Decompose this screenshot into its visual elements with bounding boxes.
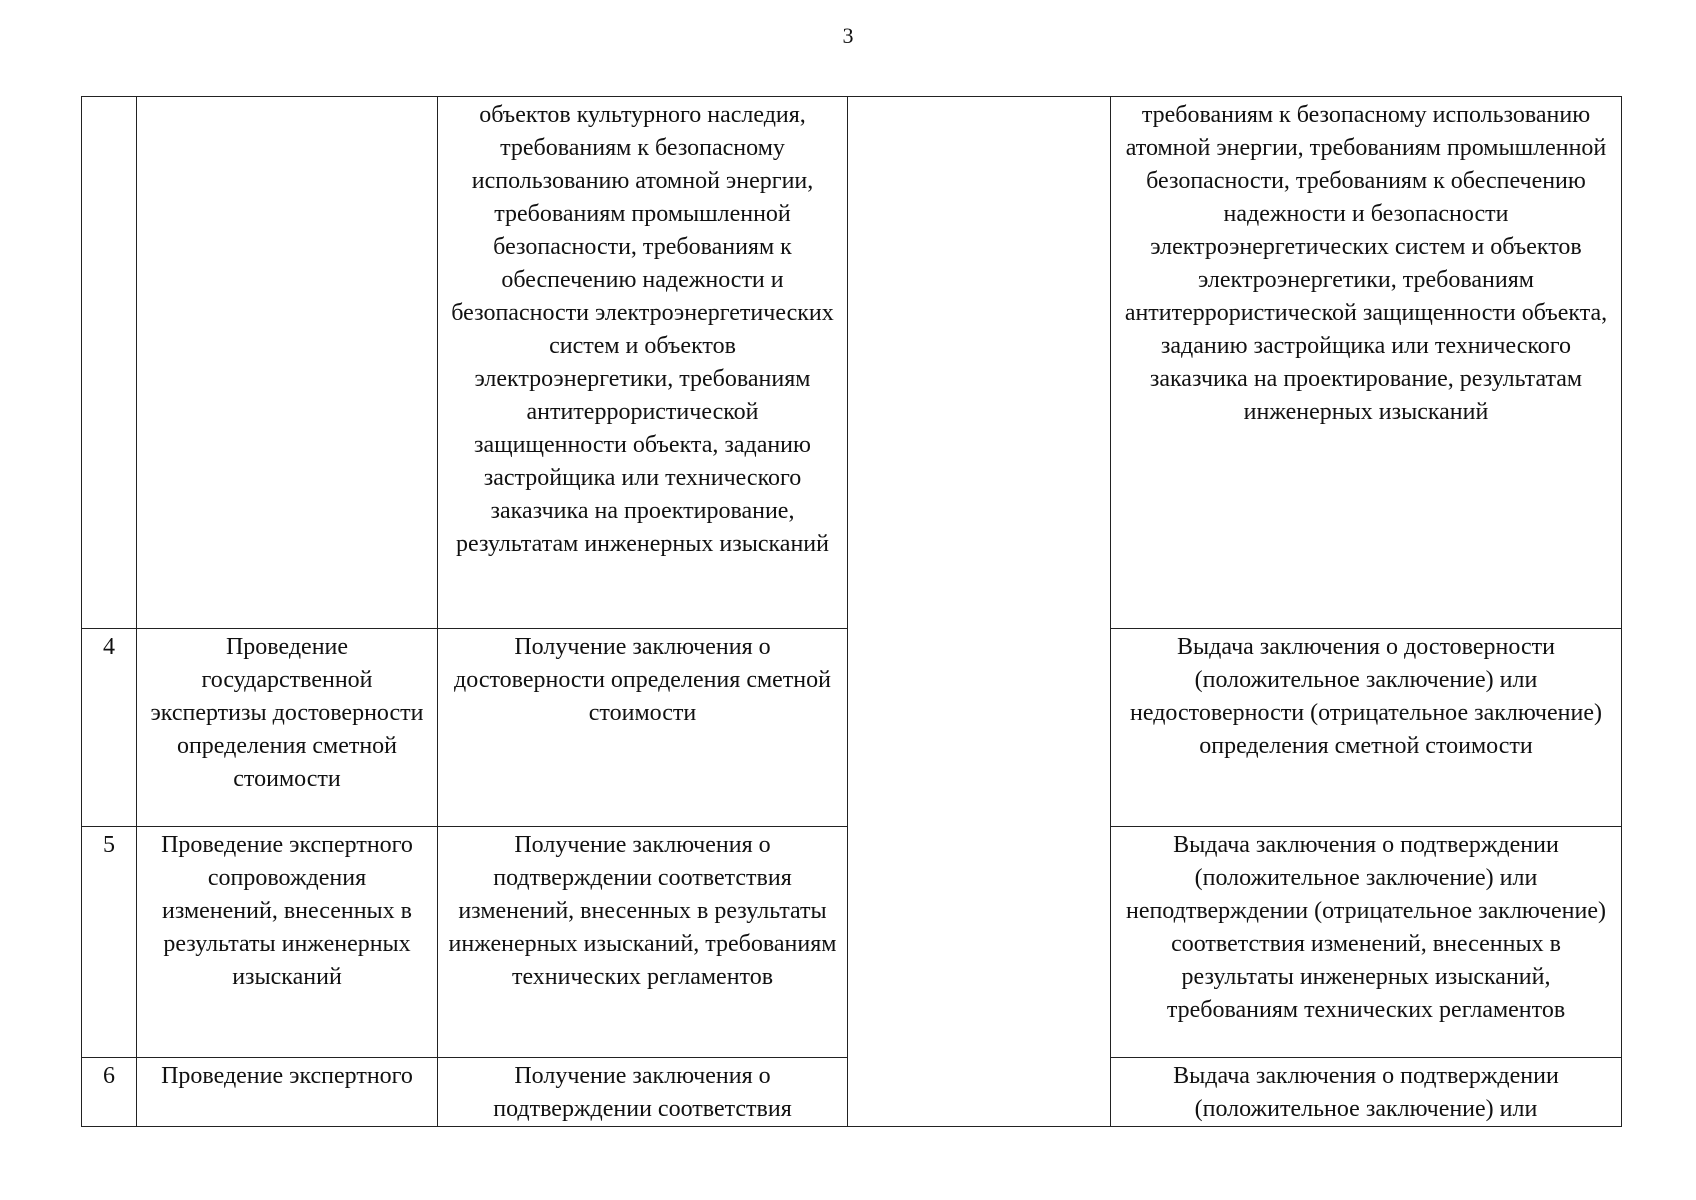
blank-column-cell bbox=[848, 97, 1111, 1127]
stage-cell bbox=[137, 629, 438, 827]
stage-text: Проведение государственной экспертизы достоверности определения сметной стоимости bbox=[150, 634, 424, 792]
outcome-cell bbox=[1111, 1058, 1622, 1127]
outcome-cell bbox=[1111, 97, 1622, 629]
outcome-cell bbox=[1111, 629, 1622, 827]
stage-cell bbox=[137, 97, 438, 629]
result-text: Получение заключения о подтверждении соответствия изменений, внесенных в результаты инженерных изысканий, требованиям технических регламентов bbox=[448, 832, 837, 990]
row-number: 4 bbox=[103, 634, 115, 660]
document-table-wrapper bbox=[81, 96, 1621, 1121]
row-number-cell bbox=[82, 97, 137, 629]
row-number-cell bbox=[82, 827, 137, 1058]
result-cell bbox=[438, 629, 848, 827]
outcome-text: требованиям к безопасному использованию атомной энергии, требованиям промышленной безопасности, требованиям к обеспечению надежности и безопасности электроэнергетических систем и объектов электроэнергетики, требованиям антитеррористической защищенности объекта, заданию застройщика или технического заказчика на проектирование, результатам инженерных изысканий bbox=[1124, 102, 1608, 425]
result-cell bbox=[438, 97, 848, 629]
result-cell bbox=[438, 827, 848, 1058]
page-number: 3 bbox=[842, 23, 854, 48]
stage-cell bbox=[137, 827, 438, 1058]
row-number: 6 bbox=[103, 1063, 115, 1089]
outcome-text: Выдача заключения о подтверждении (положительное заключение) или неподтверждении (отрицательное заключение) соответствия изменений, внесенных в результаты инженерных изысканий, требованиям технических регламентов bbox=[1125, 832, 1607, 1023]
result-text: объектов культурного наследия, требованиям к безопасному использованию атомной энергии, требованиям промышленной безопасности, требованиям к обеспечению надежности и безопасности электроэнергетических систем и объектов электроэнергетики, требованиям антитеррористической защищенности объекта, заданию застройщика или технического заказчика на проектирование, результатам инженерных изысканий bbox=[451, 102, 834, 557]
row-number: 5 bbox=[103, 832, 115, 858]
outcome-cell bbox=[1111, 827, 1622, 1058]
outcome-text: Выдача заключения о достоверности (положительное заключение) или недостоверности (отрицательное заключение) определения сметной стоимости bbox=[1130, 634, 1602, 759]
stage-text: Проведение экспертного bbox=[161, 1063, 413, 1089]
result-cell bbox=[438, 1058, 848, 1127]
row-number-cell bbox=[82, 629, 137, 827]
outcome-text: Выдача заключения о подтверждении (положительное заключение) или bbox=[1173, 1063, 1559, 1122]
stage-cell bbox=[137, 1058, 438, 1127]
result-text: Получение заключения о подтверждении соответствия bbox=[493, 1063, 792, 1122]
row-number-cell bbox=[82, 1058, 137, 1127]
stage-text: Проведение экспертного сопровождения изменений, внесенных в результаты инженерных изысканий bbox=[161, 832, 413, 990]
table-row bbox=[82, 97, 1622, 629]
document-table bbox=[81, 96, 1622, 1127]
result-text: Получение заключения о достоверности определения сметной стоимости bbox=[454, 634, 831, 726]
